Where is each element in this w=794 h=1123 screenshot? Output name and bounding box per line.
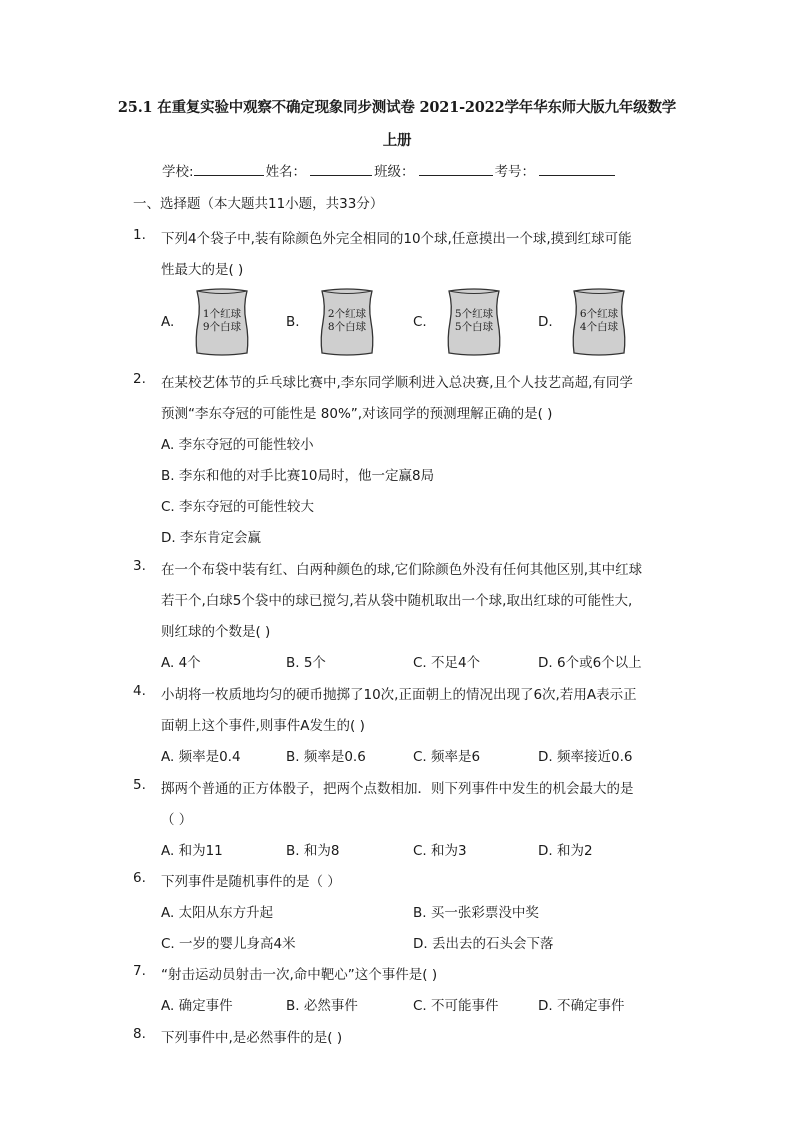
bag-icon [316,286,378,358]
option-c[interactable]: C. 一岁的婴儿身高4米 [161,936,296,952]
option-d[interactable]: D. 不确定事件 [538,998,625,1014]
question-text: 下列4个袋子中,装有除颜色外完全相同的10个球,任意摸出一个球,摸到红球可能 [161,231,632,247]
bag-icon [191,286,253,358]
question-number: 6. [133,870,146,886]
question-text: （ ） [161,812,193,828]
name-label: 姓名： [265,164,307,180]
option-a[interactable]: A. 4个 [161,655,201,671]
option-label: D. [538,314,553,330]
option-b[interactable]: B. 频率是0.6 [286,749,366,765]
option-b[interactable]: B. 必然事件 [286,998,358,1014]
bag-white-count: 9个白球 [202,321,242,333]
exam-number-blank[interactable] [539,161,615,176]
bag-red-count: 1个红球 [202,308,242,320]
option-label: C. [413,314,427,330]
student-info-row [162,160,617,180]
question-text: 则红球的个数是( ) [161,624,271,640]
class-label: 班级： [374,164,415,180]
bag-icon [443,286,505,358]
option-b[interactable]: B. 买一张彩票没中奖 [413,905,539,921]
bag-red-count: 6个红球 [579,308,619,320]
option-a[interactable]: A. 李东夺冠的可能性较小 [161,437,314,453]
bag-white-count: 8个白球 [327,321,367,333]
option-a[interactable]: A. 和为11 [161,843,223,859]
question-number: 4. [133,683,146,699]
question-text: 在某校艺体节的乒乓球比赛中,李东同学顺利进入总决赛,且个人技艺高超,有同学 [161,375,633,391]
question-text: 若干个,白球5个袋中的球已搅匀,若从袋中随机取出一个球,取出红球的可能性大, [161,593,633,609]
option-c[interactable]: C. 李东夺冠的可能性较大 [161,499,315,515]
question-text: 下列事件是随机事件的是（ ） [161,874,341,890]
option-a[interactable]: A. 确定事件 [161,998,233,1014]
option-c[interactable]: C. 和为3 [413,843,467,859]
option-d[interactable]: D. 6个或6个以上 [538,655,642,671]
option-a[interactable]: A. 太阳从东方升起 [161,905,274,921]
bag-red-count: 2个红球 [327,308,367,320]
option-c[interactable]: C. 不可能事件 [413,998,499,1014]
question-text: 小胡将一枚质地均匀的硬币抛掷了10次,正面朝上的情况出现了6次,若用A表示正 [161,687,637,703]
option-label: B. [286,314,300,330]
exam-title: 25.1 在重复实验中观察不确定现象同步测试卷 2021-2022学年华东师大版九年级数学 [117,99,677,116]
question-text: 面朝上这个事件,则事件A发生的( ) [161,718,365,734]
option-b[interactable]: B. 和为8 [286,843,340,859]
question-number: 2. [133,371,146,387]
option-a[interactable]: A. 频率是0.4 [161,749,241,765]
option-d[interactable]: D. 李东肯定会赢 [161,530,261,546]
bag-white-count: 5个白球 [454,321,494,333]
question-text: 性最大的是( ) [161,262,244,278]
section-heading: 一、选择题（本大题共11小题，共33分） [133,196,384,212]
option-d[interactable]: D. 频率接近0.6 [538,749,633,765]
question-text: 掷两个普通的正方体骰子，把两个点数相加．则下列事件中发生的机会最大的是 [161,781,634,797]
name-blank[interactable] [310,161,372,176]
school-blank[interactable] [194,161,264,176]
question-number: 7. [133,963,146,979]
option-label: A. [161,314,175,330]
option-c[interactable]: C. 不足4个 [413,655,481,671]
exam-number-label: 考号： [494,164,536,180]
question-text: 预测“李东夺冠的可能性是 80%”,对该同学的预测理解正确的是( ) [161,406,553,422]
option-b[interactable]: B. 李东和他的对手比赛10局时，他一定赢8局 [161,468,435,484]
bag-icon [568,286,630,358]
question-text: “射击运动员射击一次,命中靶心”这个事件是( ) [161,967,438,983]
question-number: 8. [133,1026,146,1042]
exam-title-continued: 上册 [382,132,412,149]
class-blank[interactable] [419,161,493,176]
option-d[interactable]: D. 丢出去的石头会下落 [413,936,554,952]
question-number: 1. [133,227,146,243]
question-number: 3. [133,558,146,574]
option-c[interactable]: C. 频率是6 [413,749,481,765]
bag-white-count: 4个白球 [579,321,619,333]
option-b[interactable]: B. 5个 [286,655,326,671]
question-number: 5. [133,777,146,793]
question-text: 在一个布袋中装有红、白两种颜色的球,它们除颜色外没有任何其他区别,其中红球 [161,562,643,578]
question-text: 下列事件中,是必然事件的是( ) [161,1030,343,1046]
bag-red-count: 5个红球 [454,308,494,320]
option-d[interactable]: D. 和为2 [538,843,593,859]
school-label: 学校: [162,164,194,180]
